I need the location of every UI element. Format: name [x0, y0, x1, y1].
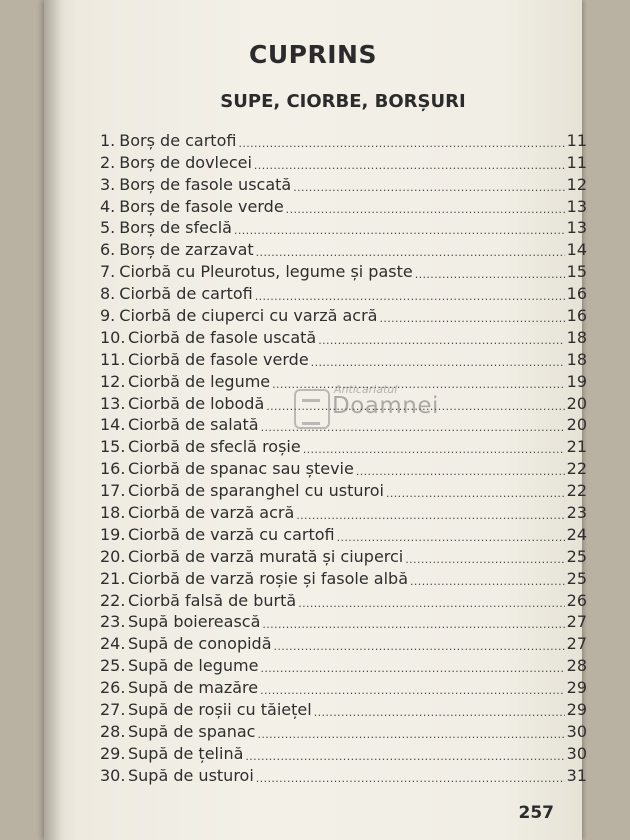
toc-leader-dots: [274, 635, 565, 651]
toc-entry: [100, 610, 587, 632]
toc-entry: [100, 237, 587, 259]
toc-entry: [100, 194, 587, 216]
toc-entry: [100, 544, 587, 566]
toc-entry-page: 22: [566, 459, 587, 479]
toc-entry: [100, 172, 587, 194]
toc-entry: [100, 325, 587, 347]
toc-entry-number: 14.: [100, 415, 126, 435]
toc-entry-page: 27: [566, 634, 587, 654]
toc-entry-number: 13.: [100, 393, 126, 413]
toc-entry-number: 8.: [100, 284, 116, 304]
toc-entry-page: 25: [566, 568, 587, 588]
toc-leader-dots: [254, 154, 565, 170]
toc-entry-page: 21: [566, 437, 587, 457]
toc-leader-dots: [260, 679, 565, 695]
toc-entry: [100, 347, 587, 369]
toc-entry: [100, 456, 587, 478]
toc-entry-page: 26: [566, 590, 587, 610]
toc-entry-number: 22.: [100, 590, 126, 610]
toc-leader-dots: [260, 657, 564, 673]
toc-entry: [100, 697, 587, 719]
toc-entry-page: 30: [566, 743, 587, 763]
toc-entry-number: 7.: [100, 262, 116, 282]
toc-entry-title: Supă de conopidă: [128, 634, 272, 654]
toc-entry-page: 18: [566, 327, 587, 347]
toc-leader-dots: [245, 745, 564, 761]
toc-entry-title: Borș de fasole verde: [119, 196, 284, 216]
toc-entry: [100, 128, 587, 150]
toc-leader-dots: [405, 548, 564, 564]
toc-leader-dots: [415, 263, 565, 279]
toc-entry-number: 3.: [100, 174, 116, 194]
toc-entry-number: 11.: [100, 349, 126, 369]
toc-entry-page: 15: [566, 262, 587, 282]
toc-entry-number: 27.: [100, 700, 126, 720]
page-number: 257: [518, 803, 554, 823]
toc-leader-dots: [238, 132, 564, 148]
toc-entry-number: 12.: [100, 371, 126, 391]
toc-entry: [100, 719, 587, 741]
toc-entry-page: 31: [566, 765, 587, 785]
toc-entry: [100, 216, 587, 238]
toc-entry-title: Borș de zarzavat: [119, 240, 254, 260]
toc-entry-number: 1.: [100, 130, 116, 150]
toc-entry-title: Ciorbă cu Pleurotus, legume și paste: [119, 262, 413, 282]
toc-leader-dots: [255, 285, 565, 301]
toc-entry-number: 10.: [100, 327, 126, 347]
toc-entry-title: Supă de roșii cu tăiețel: [128, 700, 312, 720]
toc-entry-title: Ciorbă de varză acră: [128, 503, 295, 523]
toc-entry-title: Supă de mazăre: [128, 678, 259, 698]
toc-entry-title: Ciorbă de cartofi: [119, 284, 253, 304]
toc-leader-dots: [303, 438, 565, 454]
toc-entry-title: Ciorbă de lobodă: [128, 393, 265, 413]
toc-entry-page: 16: [566, 284, 587, 304]
toc-leader-dots: [298, 592, 564, 608]
toc-leader-dots: [386, 482, 565, 498]
toc-entry: [100, 259, 587, 281]
toc-entry-title: Ciorbă de fasole verde: [128, 349, 309, 369]
toc-leader-dots: [256, 767, 565, 783]
toc-entry-number: 6.: [100, 240, 116, 260]
toc-entry-page: 13: [566, 196, 587, 216]
toc-entry-page: 20: [566, 393, 587, 413]
toc-entry: [100, 522, 587, 544]
toc-entry-page: 12: [566, 174, 587, 194]
toc-entry-title: Supă de usturoi: [128, 765, 254, 785]
toc-entry-title: Supă de țelină: [128, 743, 244, 763]
toc-entry: [100, 631, 587, 653]
toc-entry-title: Ciorbă de sparanghel cu usturoi: [128, 481, 384, 501]
toc-leader-dots: [296, 504, 564, 520]
toc-entry-title: Supă de legume: [128, 656, 259, 676]
toc-entry-number: 15.: [100, 437, 126, 457]
toc-entry: [100, 588, 587, 610]
toc-entry-title: Ciorbă de spanac sau ștevie: [128, 459, 354, 479]
toc-entry-number: 4.: [100, 196, 116, 216]
toc-entry-title: Ciorbă de varză roșie și fasole albă: [128, 568, 408, 588]
toc-entry: [100, 763, 587, 785]
toc-leader-dots: [286, 198, 565, 214]
toc-leader-dots: [410, 570, 565, 586]
toc-entry-number: 23.: [100, 612, 126, 632]
toc-entry-title: Borș de dovlecei: [119, 152, 252, 172]
watermark-logo-icon: [294, 389, 330, 429]
toc-entry: [100, 150, 587, 172]
toc-entry-number: 20.: [100, 546, 126, 566]
toc-entry-title: Ciorbă de fasole uscată: [128, 327, 317, 347]
toc-entry-page: 18: [566, 349, 587, 369]
toc-entry-number: 19.: [100, 524, 126, 544]
toc-entry-page: 22: [566, 481, 587, 501]
toc-leader-dots: [318, 329, 564, 345]
watermark-main-text: Doamnei: [332, 393, 439, 419]
watermark-top-text: Anticariatul: [334, 383, 398, 396]
toc-entry-number: 2.: [100, 152, 116, 172]
toc-leader-dots: [337, 526, 565, 542]
toc-entry-page: 29: [566, 700, 587, 720]
toc-entry: [100, 675, 587, 697]
toc-entry: [100, 500, 587, 522]
toc-leader-dots: [262, 613, 564, 629]
toc-entry-page: 11: [566, 152, 587, 172]
toc-entry-number: 17.: [100, 481, 126, 501]
toc-entry-page: 16: [566, 306, 587, 326]
toc-entry-title: Supă boierească: [128, 612, 261, 632]
toc-entry-title: Ciorbă de legume: [128, 371, 271, 391]
toc-entry-page: 23: [566, 503, 587, 523]
toc-entry-number: 5.: [100, 218, 116, 238]
toc-leader-dots: [356, 460, 565, 476]
toc-entry-title: Borș de sfeclă: [119, 218, 232, 238]
toc-entry-page: 19: [566, 371, 587, 391]
toc-entry-title: Ciorbă de ciuperci cu varză acră: [119, 306, 378, 326]
toc-entry-number: 24.: [100, 634, 126, 654]
toc-entry-number: 28.: [100, 721, 126, 741]
toc-entry-page: 11: [566, 130, 587, 150]
section-heading: SUPE, CIORBE, BORȘURI: [220, 91, 466, 112]
toc-entry-title: Ciorbă de varză cu cartofi: [128, 524, 335, 544]
toc-entry-number: 29.: [100, 743, 126, 763]
toc-entry-page: 27: [566, 612, 587, 632]
toc-leader-dots: [234, 219, 565, 235]
toc-entry: [100, 741, 587, 763]
table-of-contents: [100, 128, 587, 785]
toc-entry-page: 13: [566, 218, 587, 238]
toc-entry: [100, 478, 587, 500]
watermark: [294, 383, 444, 439]
toc-entry-title: Ciorbă de sfeclă roșie: [128, 437, 301, 457]
toc-entry-number: 25.: [100, 656, 126, 676]
page-title: CUPRINS: [249, 40, 377, 69]
spine-shadow: [44, 0, 62, 840]
toc-leader-dots: [256, 241, 565, 257]
toc-entry-page: 29: [566, 678, 587, 698]
toc-entry-title: Borș de cartofi: [119, 130, 237, 150]
toc-leader-dots: [311, 351, 565, 367]
toc-entry: [100, 281, 587, 303]
toc-entry-title: Ciorbă de varză murată și ciuperci: [128, 546, 404, 566]
toc-entry: [100, 566, 587, 588]
toc-entry-page: 25: [566, 546, 587, 566]
toc-entry-title: Supă de spanac: [128, 721, 256, 741]
toc-entry-number: 30.: [100, 765, 126, 785]
toc-entry-page: 30: [566, 721, 587, 741]
toc-entry-title: Ciorbă falsă de burtă: [128, 590, 297, 610]
toc-leader-dots: [293, 176, 564, 192]
book-page: [44, 0, 587, 840]
toc-entry-page: 24: [566, 524, 587, 544]
toc-entry-number: 9.: [100, 306, 116, 326]
toc-entry-page: 28: [566, 656, 587, 676]
toc-entry-page: 20: [566, 415, 587, 435]
toc-entry: [100, 303, 587, 325]
toc-entry-title: Borș de fasole uscată: [119, 174, 292, 194]
toc-entry-number: 16.: [100, 459, 126, 479]
toc-entry: [100, 653, 587, 675]
toc-leader-dots: [257, 723, 564, 739]
toc-entry-number: 18.: [100, 503, 126, 523]
toc-entry-title: Ciorbă de salată: [128, 415, 259, 435]
toc-entry-page: 14: [566, 240, 587, 260]
toc-leader-dots: [379, 307, 564, 323]
toc-entry-number: 26.: [100, 678, 126, 698]
toc-leader-dots: [314, 701, 565, 717]
toc-entry-number: 21.: [100, 568, 126, 588]
